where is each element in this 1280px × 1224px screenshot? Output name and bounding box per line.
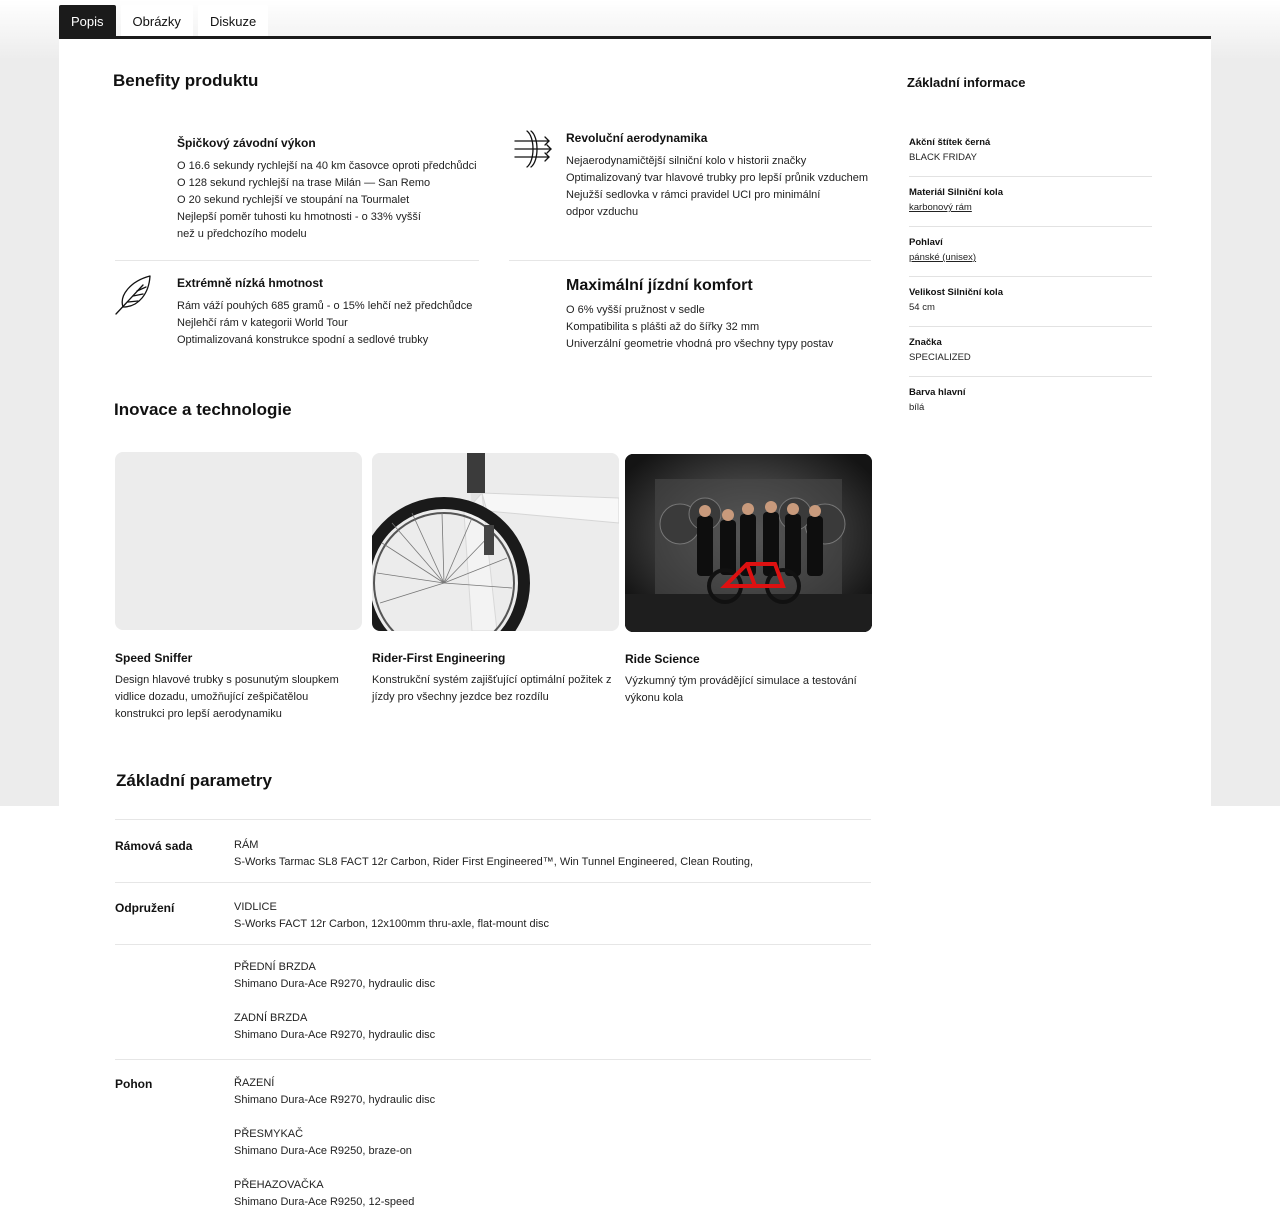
info-row: [909, 277, 1152, 327]
feather-icon: [113, 273, 155, 317]
info-value: BLACK FRIDAY: [909, 152, 977, 163]
benefit-text: O 16.6 sekundy rychlejší na 40 km časovce oproti předchůdci O 128 sekund rychlejší na trase Milán — San Remo O 20 sekund rychlejší ve stoupání na Tourmalet Nejlepší poměr tuhosti ku hmotnosti - o 33% vyšší než u předchozího modelu: [177, 160, 477, 240]
frame-image: [372, 453, 619, 631]
param-head: ŘAZENÍ: [234, 1077, 275, 1089]
speed-sniffer-image: [115, 452, 362, 630]
divider: [509, 260, 871, 261]
innovations-title: Inovace a technologie: [114, 400, 292, 419]
info-value-link[interactable]: karbonový rám: [909, 202, 972, 213]
divider: [115, 1059, 871, 1060]
info-row: [909, 227, 1152, 277]
param-value: Shimano Dura-Ace R9270, hydraulic disc: [234, 978, 436, 990]
param-head: RÁM: [234, 839, 259, 851]
param-value: Shimano Dura-Ace R9270, hydraulic disc: [234, 1094, 436, 1106]
param-head: VIDLICE: [234, 901, 277, 913]
benefit-title: Špičkový závodní výkon: [177, 136, 316, 150]
param-head: PŘEHAZOVAČKA: [234, 1179, 324, 1191]
param-value: S-Works FACT 12r Carbon, 12x100mm thru-axle, flat-mount disc: [234, 918, 550, 930]
param-group-label: Odpružení: [115, 901, 175, 915]
info-row: [909, 327, 1152, 377]
divider: [115, 819, 871, 820]
wind-tunnel-image: [625, 454, 872, 632]
card-title: Ride Science: [625, 652, 700, 666]
benefit-title: Maximální jízdní komfort: [566, 277, 753, 294]
divider: [115, 944, 871, 945]
divider: [115, 260, 479, 261]
card-text: Design hlavové trubky s posunutým sloupkem vidlice dozadu, umožňující zešpičatělou konstrukci pro lepší aerodynamiku: [115, 674, 339, 720]
card-text: Výzkumný tým provádějící simulace a testování výkonu kola: [625, 675, 857, 704]
param-value: Shimano Dura-Ace R9250, braze-on: [234, 1145, 412, 1157]
param-group-label: Rámová sada: [115, 839, 193, 853]
benefit-text: O 6% vyšší pružnost v sedle Kompatibilita s plášti až do šířky 32 mm Univerzální geometrie vhodná pro všechny typy postav: [566, 304, 834, 350]
param-value: Shimano Dura-Ace R9250, 12-speed: [234, 1196, 415, 1208]
param-head: PŘESMYKAČ: [234, 1128, 304, 1140]
card-text: Konstrukční systém zajišťující optimální požitek z jízdy pro všechny jezdce bez rozdílu: [372, 674, 612, 703]
benefit-title: Revoluční aerodynamika: [566, 131, 708, 145]
tab-obrazky[interactable]: Obrázky: [121, 5, 193, 37]
card-title: Rider-First Engineering: [372, 651, 506, 665]
info-row: [909, 377, 1152, 427]
divider: [115, 882, 871, 883]
info-label: Značka: [909, 337, 942, 348]
benefit-text: Nejaerodynamičtější silniční kolo v historii značky Optimalizovaný tvar hlavové trubky pro lepší průnik vzduchem Nejužší sedlovka v rámci pravidel UCI pro minimální odpor vzduchu: [566, 155, 869, 218]
info-label: Akční štítek černá: [909, 137, 991, 148]
info-value: SPECIALIZED: [909, 352, 971, 363]
info-label: Velikost Silniční kola: [909, 287, 1003, 298]
info-row: [909, 127, 1152, 177]
tab-popis[interactable]: Popis: [59, 5, 116, 37]
param-value: S-Works Tarmac SL8 FACT 12r Carbon, Rider First Engineered™, Win Tunnel Engineered, Clean Routing,: [234, 856, 754, 868]
aero-icon: [511, 127, 555, 171]
info-value: 54 cm: [909, 302, 935, 313]
param-group-label: Pohon: [115, 1077, 153, 1091]
info-label: Pohlaví: [909, 237, 943, 248]
benefit-title: Extrémně nízká hmotnost: [177, 276, 324, 290]
card-title: Speed Sniffer: [115, 651, 193, 665]
param-head: ZADNÍ BRZDA: [234, 1012, 308, 1024]
tab-bar: [59, 5, 268, 37]
info-label: Barva hlavní: [909, 387, 966, 398]
tab-diskuze[interactable]: Diskuze: [198, 5, 268, 37]
benefits-title: Benefity produktu: [113, 71, 259, 90]
benefit-text: Rám váží pouhých 685 gramů - o 15% lehčí než předchůdce Nejlehčí rám v kategorii World Tour Optimalizovaná konstrukce spodní a sedlové trubky: [177, 300, 473, 346]
params-title: Základní parametry: [116, 771, 272, 790]
param-head: PŘEDNÍ BRZDA: [234, 961, 316, 973]
info-row: [909, 177, 1152, 227]
param-value: Shimano Dura-Ace R9270, hydraulic disc: [234, 1029, 436, 1041]
description-panel: [59, 39, 1211, 1224]
info-value-link[interactable]: pánské (unisex): [909, 252, 977, 263]
info-label: Materiál Silniční kola: [909, 187, 1003, 198]
info-value: bílá: [909, 402, 925, 413]
info-title: Základní informace: [907, 75, 1026, 90]
